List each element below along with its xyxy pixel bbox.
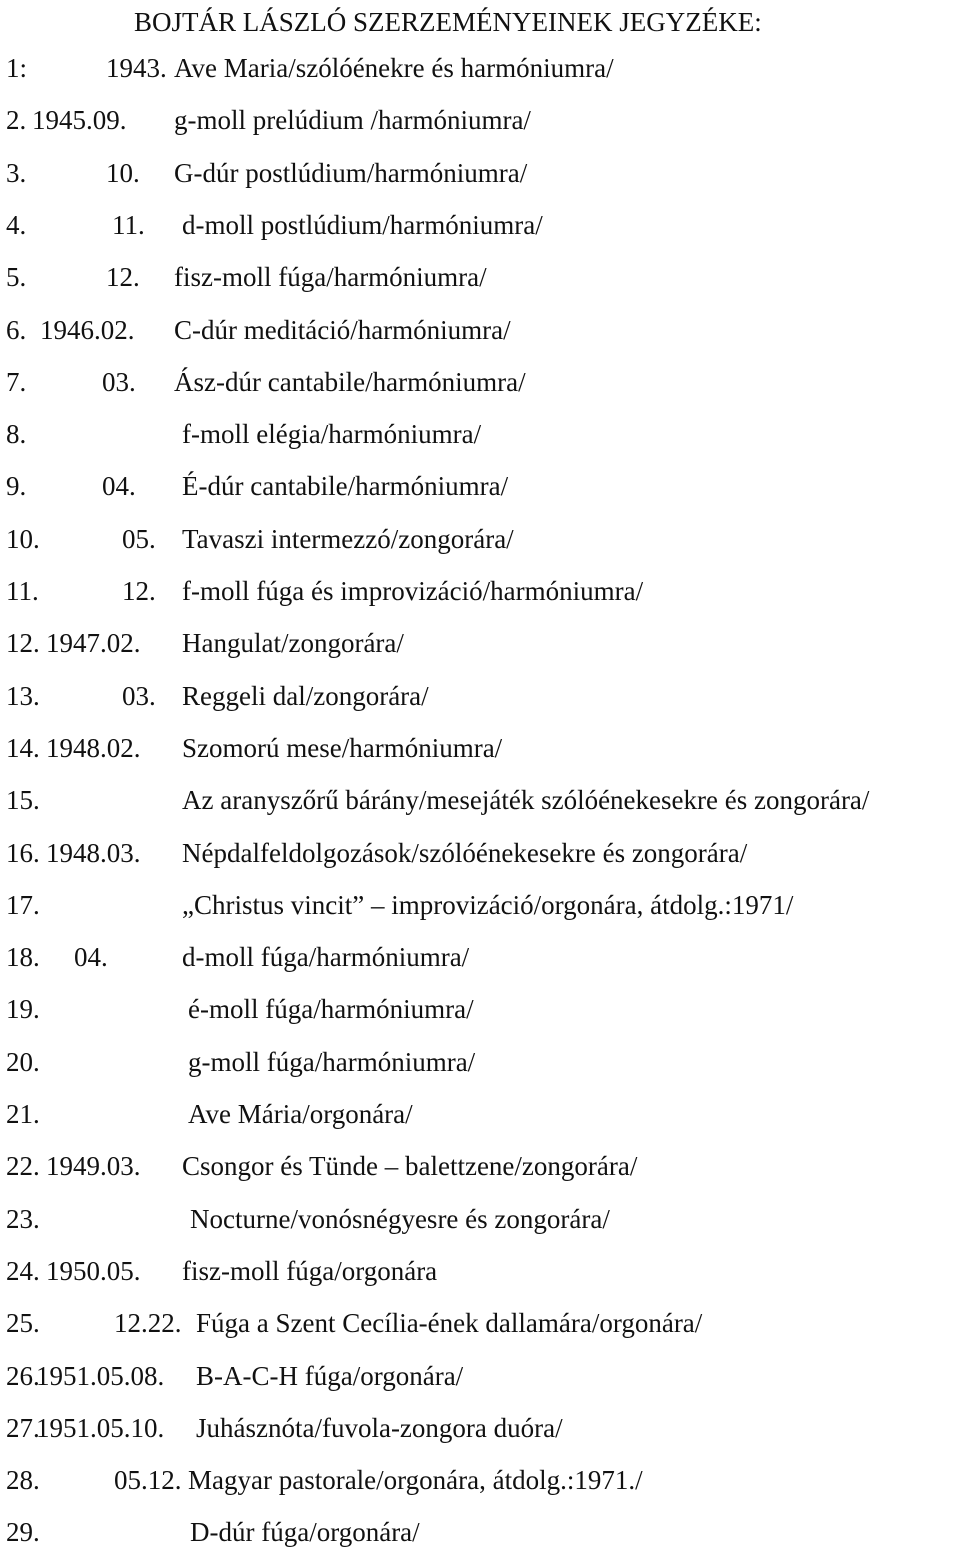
entry-number: 6. [6, 314, 27, 345]
list-item [6, 1251, 960, 1291]
list-item [6, 1146, 960, 1186]
entry-work: Az aranyszőrű bárány/mesejáték szólóénekesekre és zongorára/ [182, 785, 870, 816]
entry-number: 5. [6, 262, 27, 293]
entry-date: 1950.05. [46, 1255, 141, 1286]
list-item [6, 1303, 960, 1343]
entry-number: 18. [6, 942, 40, 973]
entry-date: 12.22. [114, 1308, 182, 1339]
list-item [6, 1460, 960, 1500]
entry-number: 27. [6, 1412, 40, 1443]
entry-work: f-moll fúga és improvizáció/harmóniumra/ [182, 576, 644, 606]
entry-date: 10. [106, 157, 140, 188]
entry-work: Ász-dúr cantabile/harmóniumra/ [174, 366, 526, 397]
list-item [6, 257, 960, 297]
entry-number: 15. [6, 785, 40, 816]
list-item [6, 153, 960, 193]
list-item [6, 833, 960, 873]
entry-number: 9. [6, 471, 27, 502]
entry-number: 26. [6, 1360, 40, 1391]
entry-number: 22. [6, 1151, 40, 1182]
entry-date: 1947.02. [46, 628, 141, 659]
entry-number: 8. [6, 419, 27, 450]
entry-number: 11. [6, 576, 39, 606]
entry-work: Csongor és Tünde – balettzene/zongorára/ [182, 1151, 638, 1182]
entry-work: d-moll postlúdium/harmóniumra/ [182, 209, 543, 240]
entry-number: 29. [6, 1517, 40, 1548]
entry-number: 10. [6, 523, 40, 554]
entry-work: Tavaszi intermezzó/zongorára/ [182, 523, 514, 554]
entry-date: 1949.03. [46, 1151, 141, 1182]
list-item [6, 571, 960, 611]
entry-number: 1: [6, 53, 28, 83]
entry-work: C-dúr meditáció/harmóniumra/ [174, 314, 511, 345]
list-item [6, 937, 960, 977]
entry-number: 28. [6, 1465, 40, 1496]
list-item [6, 1094, 960, 1134]
entry-work: é-moll fúga/harmóniumra/ [188, 994, 474, 1025]
entry-date: 1951.05.08. [36, 1360, 165, 1391]
list-item [6, 1199, 960, 1239]
entry-number: 4. [6, 209, 27, 240]
entry-number: 7. [6, 366, 27, 397]
entry-date: 03. [122, 680, 156, 711]
list-item [6, 310, 960, 350]
entry-date: 03. [102, 366, 136, 397]
entry-work: f-moll elégia/harmóniumra/ [182, 419, 482, 450]
list-item [6, 623, 960, 663]
entry-work: G-dúr postlúdium/harmóniumra/ [174, 157, 528, 188]
list-item [6, 780, 960, 820]
entry-number: 20. [6, 1046, 40, 1077]
entry-number: 19. [6, 994, 40, 1025]
entry-work: g-moll fúga/harmóniumra/ [188, 1046, 476, 1077]
entry-number: 23. [6, 1203, 40, 1234]
entry-number: 25. [6, 1308, 40, 1339]
entry-work: Nocturne/vonósnégyesre és zongorára/ [190, 1203, 610, 1234]
entry-work: Reggeli dal/zongorára/ [182, 680, 429, 711]
entry-number: 3. [6, 157, 27, 188]
entry-number: 17. [6, 889, 40, 920]
entry-work: fisz-moll fúga/harmóniumra/ [174, 262, 487, 293]
entry-work: g-moll prelúdium /harmóniumra/ [174, 105, 531, 136]
entry-work: fisz-moll fúga/orgonára [182, 1255, 438, 1286]
entry-date: 05.12. [114, 1465, 182, 1496]
entry-date: 12. [106, 262, 140, 293]
list-item [6, 728, 960, 768]
entry-work: „Christus vincit” – improvizáció/orgonára, átdolg.:1971/ [182, 889, 794, 920]
entry-work: É-dúr cantabile/harmóniumra/ [182, 471, 509, 502]
entry-work: Fúga a Szent Cecília-ének dallamára/orgonára/ [196, 1308, 703, 1339]
list-item [6, 205, 960, 245]
entry-date: 1943. [106, 53, 167, 83]
entry-work: Szomorú mese/harmóniumra/ [182, 732, 503, 763]
entry-date: 05. [122, 523, 156, 554]
entry-work: Ave Mária/orgonára/ [188, 1099, 413, 1129]
entry-work: Hangulat/zongorára/ [182, 628, 404, 659]
entry-number: 21. [6, 1099, 40, 1129]
entry-date: 04. [102, 471, 136, 502]
list-item [6, 362, 960, 402]
entry-number: 13. [6, 680, 40, 711]
entry-number: 12. [6, 628, 40, 659]
entry-date: 1948.03. [46, 837, 141, 868]
entry-date: 1945.09. [32, 105, 127, 136]
entry-date: 12. [122, 576, 156, 606]
entry-date: 04. [74, 942, 108, 973]
entry-date: 1946.02. [40, 314, 135, 345]
list-item [6, 1356, 960, 1396]
list-item [6, 1408, 960, 1448]
list-item [6, 1042, 960, 1082]
list-item [6, 676, 960, 716]
entry-work: Népdalfeldolgozások/szólóénekesekre és zongorára/ [182, 837, 748, 868]
list-item [6, 48, 960, 88]
list-item [6, 519, 960, 559]
entry-date: 11. [112, 209, 145, 240]
list-item [6, 989, 960, 1029]
list-item [6, 100, 960, 140]
entry-work: B-A-C-H fúga/orgonára/ [196, 1360, 464, 1391]
entry-work: D-dúr fúga/orgonára/ [190, 1517, 420, 1548]
entry-number: 24. [6, 1255, 40, 1286]
page-title: BOJTÁR LÁSZLÓ SZERZEMÉNYEINEK JEGYZÉKE: [134, 7, 762, 37]
entry-number: 2. [6, 105, 27, 136]
entry-number: 14. [6, 732, 40, 763]
entry-number: 16. [6, 837, 40, 868]
entry-work: Juhásznóta/fuvola-zongora duóra/ [196, 1412, 563, 1443]
list-item [6, 1512, 960, 1552]
entry-date: 1951.05.10. [36, 1412, 165, 1443]
entry-work: Magyar pastorale/orgonára, átdolg.:1971./ [188, 1465, 643, 1496]
entry-date: 1948.02. [46, 732, 141, 763]
entry-work: d-moll fúga/harmóniumra/ [182, 942, 470, 973]
list-item [6, 414, 960, 454]
list-item [6, 466, 960, 506]
entry-work: Ave Maria/szólóénekre és harmóniumra/ [174, 53, 614, 83]
list-item [6, 885, 960, 925]
